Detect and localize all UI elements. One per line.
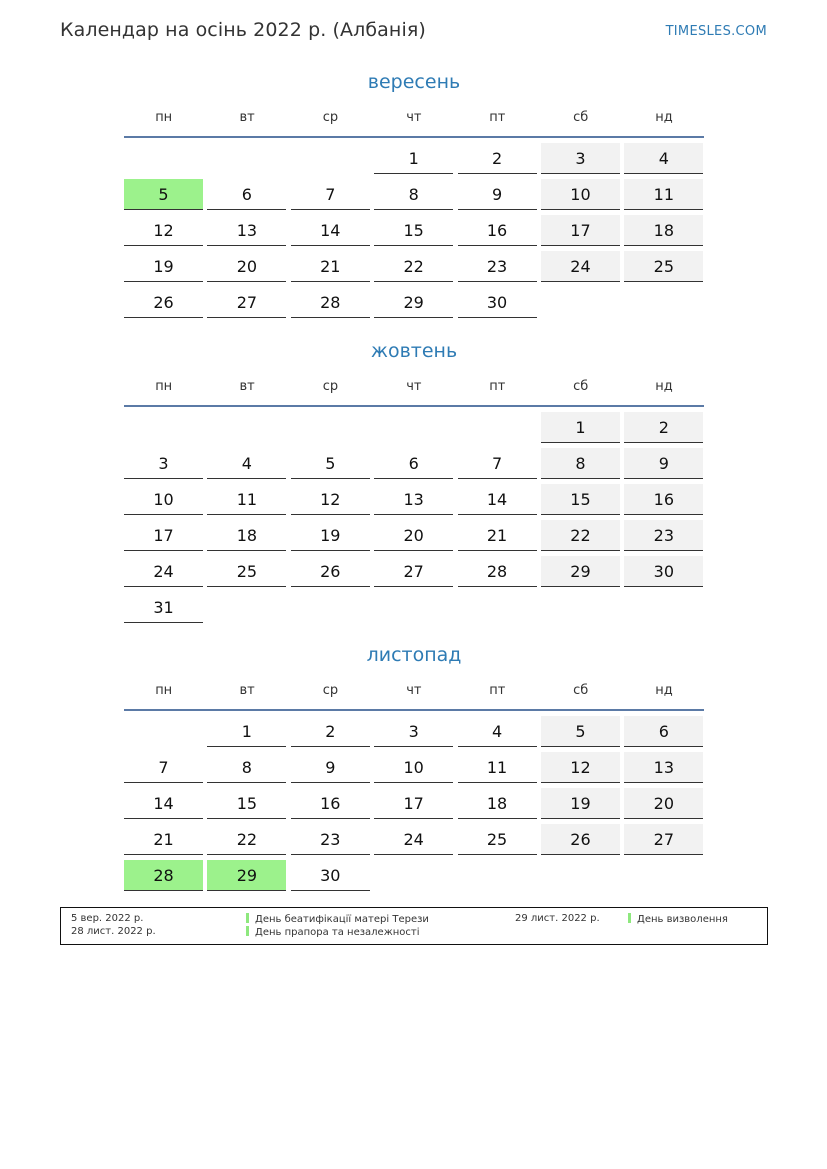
weekday-label: вт [239,109,255,125]
day-cell: 3 [374,716,453,747]
day-cell: 5 [541,716,620,747]
day-cell: 5 [291,448,370,479]
day-cell: 26 [541,824,620,855]
day-cell: 25 [624,251,703,282]
weekday-label: чт [406,682,422,698]
day-cell: 14 [458,484,537,515]
day-cell: 26 [124,287,203,318]
day-cell: 24 [124,556,203,587]
day-cell: 19 [291,520,370,551]
day-cell: 3 [541,143,620,174]
empty-cell [207,412,286,443]
month-calendar [124,337,704,628]
day-cell: 14 [124,788,203,819]
weekday-label: чт [406,378,422,394]
weekday-label: ср [322,378,339,394]
day-cell: 2 [458,143,537,174]
day-cell: 26 [291,556,370,587]
legend-holiday-name: День визволення [628,913,728,925]
empty-cell [291,412,370,443]
weekday-header [124,102,704,138]
legend-date: 29 лист. 2022 р. [515,913,600,924]
legend-holiday-name: День прапора та незалежності [246,926,419,938]
day-cell: 27 [207,287,286,318]
day-cell: 16 [458,215,537,246]
weekday-label: сб [573,109,589,125]
day-cell: 11 [624,179,703,210]
holiday-day-cell: 28 [124,860,203,891]
weekday-label: нд [655,378,673,394]
day-cell: 25 [458,824,537,855]
day-cell: 7 [124,752,203,783]
day-cell: 2 [624,412,703,443]
empty-cell [374,412,453,443]
legend-marker [628,913,631,923]
weekday-label: пн [155,682,173,698]
empty-cell [124,143,203,174]
day-cell: 22 [207,824,286,855]
day-cell: 8 [374,179,453,210]
month-title: листопад [366,644,462,666]
day-cell: 18 [207,520,286,551]
weekday-label: пт [489,682,506,698]
day-cell: 24 [374,824,453,855]
day-cell: 18 [458,788,537,819]
day-cell: 16 [291,788,370,819]
month-title: вересень [367,71,461,93]
legend-holiday-name: День беатифікації матері Терези [246,913,429,925]
day-cell: 20 [207,251,286,282]
weekday-label: пн [155,378,173,394]
holiday-legend [60,907,768,945]
day-grid [124,716,704,896]
holiday-day-cell: 5 [124,179,203,210]
day-cell: 21 [291,251,370,282]
day-cell: 14 [291,215,370,246]
day-cell: 8 [207,752,286,783]
day-cell: 21 [124,824,203,855]
day-cell: 1 [374,143,453,174]
day-cell: 23 [291,824,370,855]
empty-cell [124,716,203,747]
legend-marker [246,913,249,923]
day-cell: 20 [624,788,703,819]
day-cell: 21 [458,520,537,551]
day-cell: 11 [458,752,537,783]
legend-date: 5 вер. 2022 р. [71,913,144,924]
weekday-label: сб [573,378,589,394]
day-cell: 13 [207,215,286,246]
weekday-label: ср [322,109,339,125]
day-cell: 29 [541,556,620,587]
weekday-label: вт [239,378,255,394]
weekday-label: пт [489,378,506,394]
day-cell: 23 [624,520,703,551]
day-cell: 9 [291,752,370,783]
day-grid [124,143,704,323]
day-cell: 11 [207,484,286,515]
month-calendar [124,641,704,896]
legend-date: 28 лист. 2022 р. [71,926,156,937]
weekday-label: пт [489,109,506,125]
empty-cell [291,143,370,174]
day-cell: 7 [458,448,537,479]
weekday-label: нд [655,109,673,125]
day-cell: 12 [541,752,620,783]
day-cell: 24 [541,251,620,282]
day-cell: 25 [207,556,286,587]
day-cell: 4 [624,143,703,174]
day-cell: 27 [624,824,703,855]
month-calendar [124,68,704,323]
page-title: Календар на осінь 2022 р. (Албанія) [60,19,426,41]
day-cell: 10 [124,484,203,515]
day-cell: 6 [374,448,453,479]
day-cell: 22 [541,520,620,551]
day-cell: 19 [541,788,620,819]
empty-cell [124,412,203,443]
day-cell: 22 [374,251,453,282]
day-cell: 1 [541,412,620,443]
day-cell: 17 [374,788,453,819]
weekday-label: ср [322,682,339,698]
weekday-header [124,675,704,711]
site-link[interactable]: TIMESLES.COM [665,24,767,39]
day-cell: 23 [458,251,537,282]
day-cell: 7 [291,179,370,210]
legend-marker [246,926,249,936]
day-cell: 4 [458,716,537,747]
day-cell: 20 [374,520,453,551]
weekday-label: чт [406,109,422,125]
day-grid [124,412,704,628]
weekday-header [124,371,704,407]
day-cell: 28 [458,556,537,587]
day-cell: 4 [207,448,286,479]
weekday-label: сб [573,682,589,698]
empty-cell [207,143,286,174]
day-cell: 12 [124,215,203,246]
weekday-label: нд [655,682,673,698]
day-cell: 31 [124,592,203,623]
day-cell: 15 [541,484,620,515]
day-cell: 8 [541,448,620,479]
day-cell: 16 [624,484,703,515]
day-cell: 30 [458,287,537,318]
day-cell: 30 [291,860,370,891]
day-cell: 6 [207,179,286,210]
day-cell: 10 [374,752,453,783]
day-cell: 18 [624,215,703,246]
day-cell: 1 [207,716,286,747]
day-cell: 30 [624,556,703,587]
month-title: жовтень [370,340,458,362]
day-cell: 6 [624,716,703,747]
day-cell: 2 [291,716,370,747]
day-cell: 19 [124,251,203,282]
weekday-label: пн [155,109,173,125]
day-cell: 13 [624,752,703,783]
day-cell: 17 [541,215,620,246]
day-cell: 28 [291,287,370,318]
empty-cell [458,412,537,443]
day-cell: 9 [458,179,537,210]
day-cell: 12 [291,484,370,515]
day-cell: 29 [374,287,453,318]
weekday-label: вт [239,682,255,698]
day-cell: 13 [374,484,453,515]
day-cell: 15 [374,215,453,246]
day-cell: 10 [541,179,620,210]
day-cell: 3 [124,448,203,479]
day-cell: 9 [624,448,703,479]
day-cell: 17 [124,520,203,551]
holiday-day-cell: 29 [207,860,286,891]
day-cell: 27 [374,556,453,587]
day-cell: 15 [207,788,286,819]
